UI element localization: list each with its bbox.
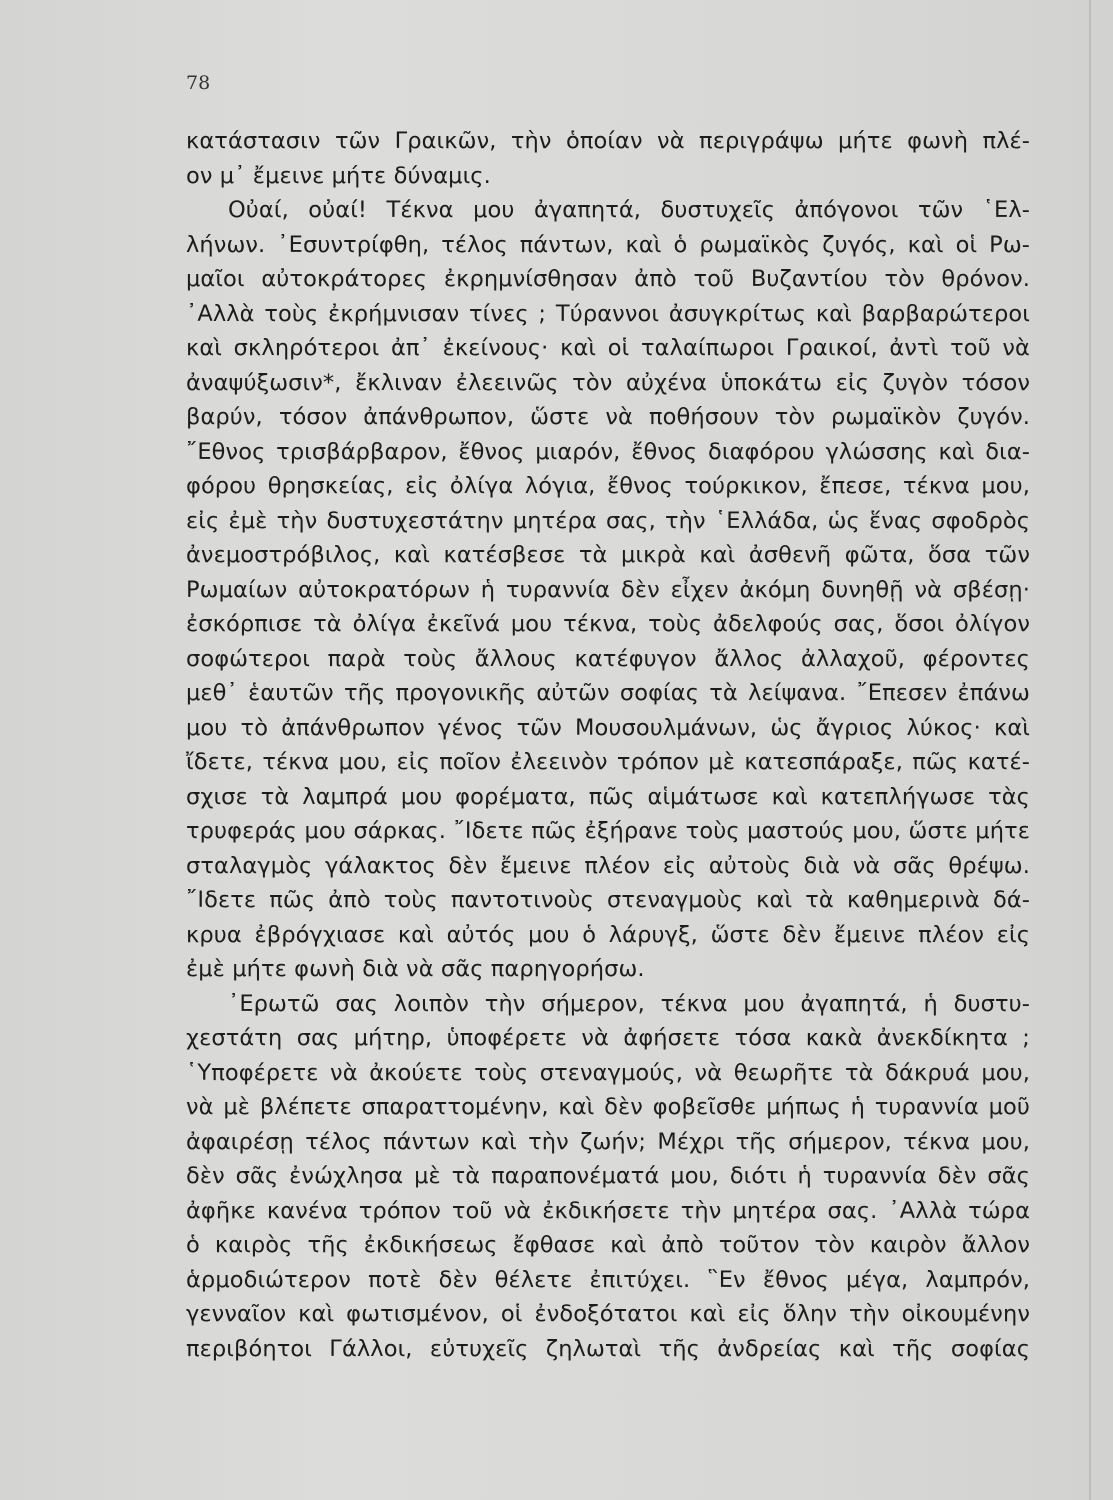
text-line: περιβόητοι Γάλλοι, εὐτυχεῖς ζηλωταὶ τῆς ἀνδρείας καὶ τῆς σοφίας (186, 1335, 1030, 1362)
text-line: σοφώτεροι παρὰ τοὺς ἄλλους κατέφυγον ἄλλος ἀλλαχοῦ, φέροντες (186, 645, 1030, 672)
text-line: ἴδετε, τέκνα μου, εἰς ποῖον ἐλεεινὸν τρόπον μὲ κατεσπάραξε, πῶς κατέ- (186, 749, 1030, 775)
text-line: βαρύν, τόσον ἀπάνθρωπον, ὥστε νὰ ποθήσουν τὸν ρωμαϊκὸν ζυγόν. (186, 404, 1030, 430)
text-line: Ρωμαίων αὐτοκρατόρων ἡ τυραννία δὲν εἶχεν ἀκόμη δυνηθῇ νὰ σβέσῃ· (186, 576, 1030, 603)
text-line: ἀφῆκε κανένα τρόπον τοῦ νὰ ἐκδικήσετε τὴν μητέρα σας. ᾿Αλλὰ τώρα (186, 1197, 1030, 1224)
text-line: δὲν σᾶς ἐνώχλησα μὲ τὰ παραπονέματά μου, διότι ἡ τυραννία δὲν σᾶς (186, 1163, 1030, 1189)
text-line: ὁ καιρὸς τῆς ἐκδικήσεως ἔφθασε καὶ ἀπὸ τοῦτον τὸν καιρὸν ἄλλον (186, 1232, 1030, 1258)
text-line: ἐσκόρπισε τὰ ὀλίγα ἐκεῖνά μου τέκνα, τοὺς ἀδελφούς σας, ὅσοι ὀλίγον (186, 611, 1030, 637)
text-line: ᾿Αλλὰ τοὺς ἐκρήμνισαν τίνες ; Τύραννοι ἀσυγκρίτως καὶ βαρβαρώτεροι (186, 300, 1030, 327)
text-line: χεστάτη σας μήτηρ, ὑποφέρετε νὰ ἀφήσετε τόσα κακὰ ἀνεκδίκητα ; (186, 1025, 1030, 1051)
text-line: τρυφεράς μου σάρκας. ῎Ιδετε πῶς ἐξήρανε τοὺς μαστούς μου, ὥστε μήτε (186, 818, 1030, 844)
text-line: κατάστασιν τῶν Γραικῶν, τὴν ὁποίαν νὰ περιγράψω μήτε φωνὴ πλέ- (186, 128, 1030, 154)
text-line: λήνων. ᾿Εσυντρίφθη, τέλος πάντων, καὶ ὁ ρωμαϊκὸς ζυγός, καὶ οἱ Ρω- (186, 231, 1030, 258)
text-line: ἀφαιρέσῃ τέλος πάντων καὶ τὴν ζωήν; Μέχρι τῆς σήμερον, τέκνα μου, (186, 1128, 1030, 1155)
text-line: ἐμὲ μήτε φωνὴ διὰ νὰ σᾶς παρηγορήσω. (186, 956, 645, 982)
body-text (186, 124, 1030, 1366)
text-line: ἀναψύξωσιν*, ἔκλιναν ἐλεεινῶς τὸν αὐχένα ὑποκάτω εἰς ζυγὸν τόσον (186, 369, 1030, 396)
text-line: καὶ σκληρότεροι ἀπ᾽ ἐκείνους· καὶ οἱ ταλαίπωροι Γραικοί, ἀντὶ τοῦ νὰ (186, 335, 1030, 361)
text-line: κρυα ἐβρόγχιασε καὶ αὐτός μου ὁ λάρυγξ, ὥστε δὲν ἔμεινε πλέον εἰς (186, 921, 1030, 948)
text-line: μαῖοι αὐτοκράτορες ἐκρημνίσθησαν ἀπὸ τοῦ Βυζαντίου τὸν θρόνον. (186, 266, 1030, 292)
text-line: μου τὸ ἀπάνθρωπον γένος τῶν Μουσουλμάνων, ὡς ἄγριος λύκος· καὶ (186, 714, 1030, 741)
text-line: μεθ᾽ ἑαυτῶν τῆς προγονικῆς αὐτῶν σοφίας τὰ λείψανα. ῎Επεσεν ἐπάνω (186, 680, 1030, 706)
page-number: 78 (186, 72, 211, 94)
text-line: σταλαγμὸς γάλακτος δὲν ἔμεινε πλέον εἰς αὐτοὺς διὰ νὰ σᾶς θρέψω. (186, 852, 1030, 879)
text-line: Οὐαί, οὐαί! Τέκνα μου ἀγαπητά, δυστυχεῖς ἀπόγονοι τῶν ῾Ελ- (228, 197, 1030, 223)
text-line: ἁρμοδιώτερον ποτὲ δὲν θέλετε ἐπιτύχει. ῝Εν ἔθνος μέγα, λαμπρόν, (186, 1266, 1030, 1293)
text-line: ῎Ιδετε πῶς ἀπὸ τοὺς παντοτινοὺς στεναγμοὺς καὶ τὰ καθημερινὰ δά- (186, 887, 1030, 913)
text-line: νὰ μὲ βλέπετε σπαραττομένην, καὶ δὲν φοβεῖσθε μήπως ἡ τυραννία μοῦ (186, 1094, 1030, 1120)
text-line: ἀνεμοστρόβιλος, καὶ κατέσβεσε τὰ μικρὰ καὶ ἀσθενῆ φῶτα, ὅσα τῶν (186, 542, 1030, 568)
text-line: ῎Εθνος τρισβάρβαρον, ἔθνος μιαρόν, ἔθνος διαφόρου γλώσσης καὶ δια- (186, 438, 1030, 465)
text-line: εἰς ἐμὲ τὴν δυστυχεστάτην μητέρα σας, τὴν ῾Ελλάδα, ὡς ἕνας σφοδρὸς (186, 507, 1030, 534)
text-line: φόρου θρησκείας, εἰς ὀλίγα λόγια, ἔθνος τούρκικον, ἔπεσε, τέκνα μου, (186, 473, 1030, 499)
text-line: ον μ᾽ ἔμεινε μήτε δύναμις. (186, 162, 491, 189)
text-line: σχισε τὰ λαμπρά μου φορέματα, πῶς αἱμάτωσε καὶ κατεπλήγωσε τὰς (186, 783, 1030, 810)
text-line: ᾿Ερωτῶ σας λοιπὸν τὴν σήμερον, τέκνα μου ἀγαπητά, ἡ δυστυ- (228, 990, 1030, 1017)
text-line: γενναῖον καὶ φωτισμένον, οἱ ἐνδοξότατοι καὶ εἰς ὅλην τὴν οἰκουμένην (186, 1301, 1030, 1327)
text-line: ῾Υποφέρετε νὰ ἀκούετε τοὺς στεναγμούς, νὰ θεωρῆτε τὰ δάκρυά μου, (186, 1059, 1030, 1086)
page-edge (1089, 0, 1091, 1500)
